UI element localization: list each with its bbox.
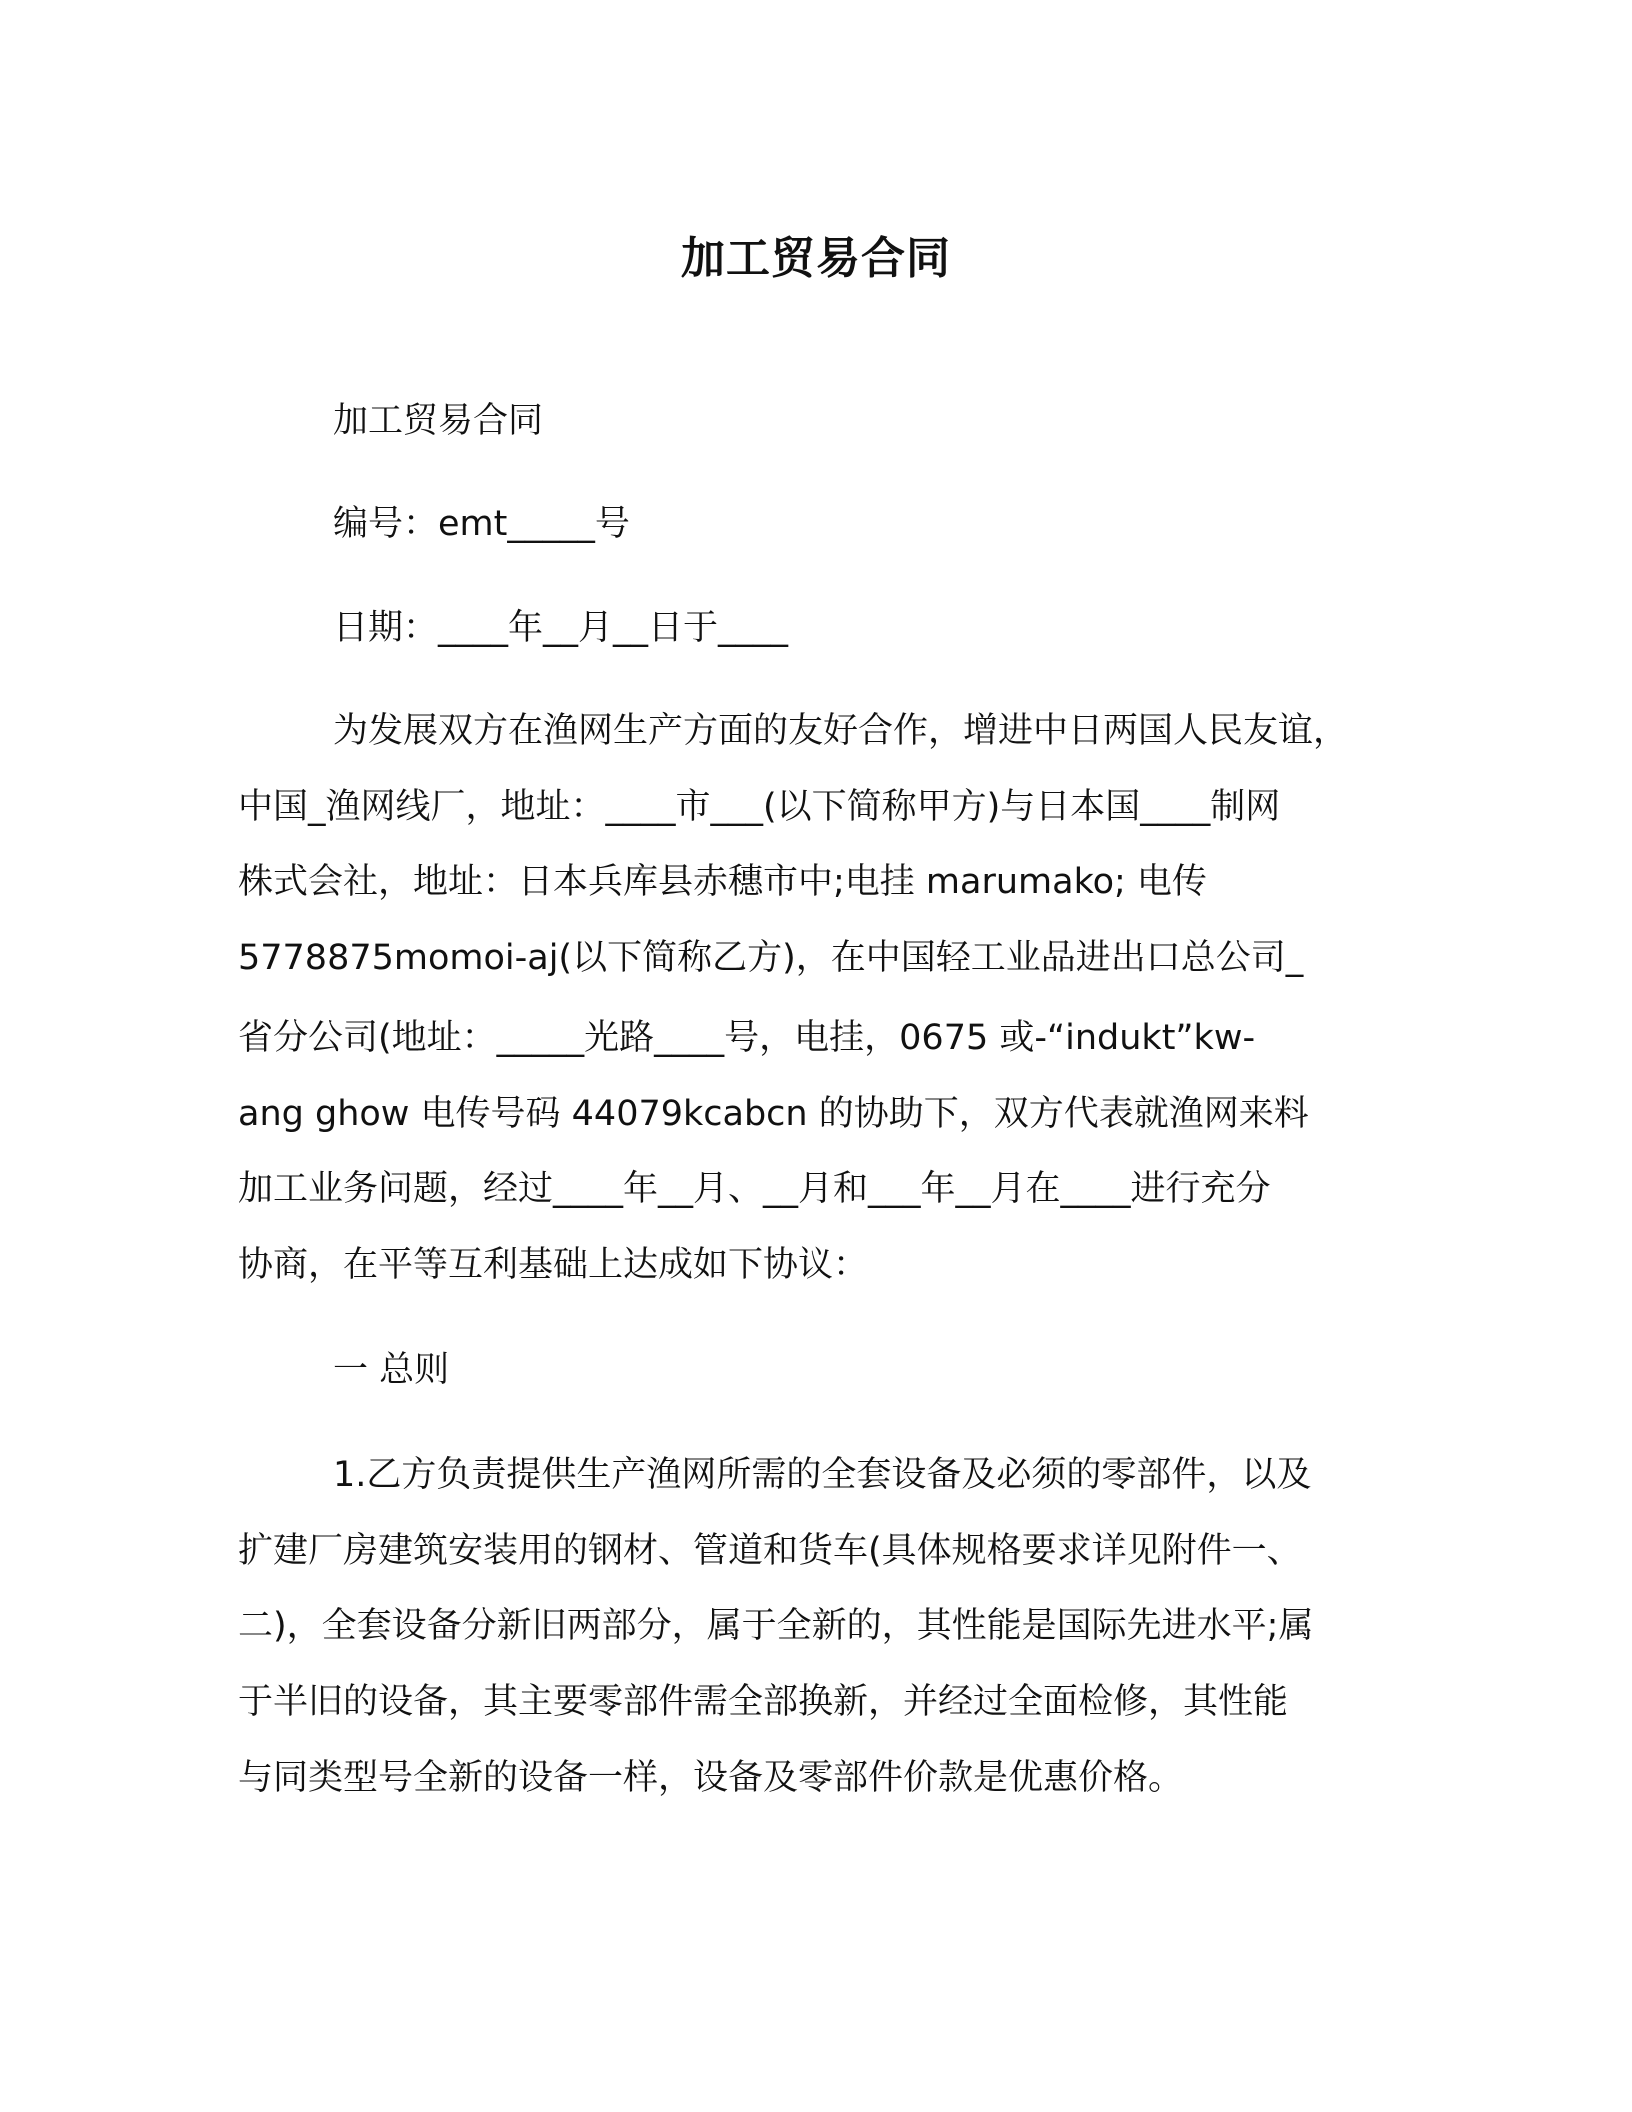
preamble-line: 株式会社，地址：日本兵库县赤穗市中;电挂 marumako; 电传 — [238, 862, 1207, 902]
clause-line: 于半旧的设备，其主要零部件需全部换新，并经过全面检修，其性能 — [238, 1682, 1289, 1722]
contract-number-line: 编号：emt_____号 — [333, 504, 630, 544]
preamble-line: 协商，在平等互利基础上达成如下协议： — [238, 1245, 869, 1285]
contract-date-line: 日期：____年__月__日于____ — [333, 608, 789, 648]
preamble-line: 中国_渔网线厂，地址：____市___(以下简称甲方)与日本国____制网 — [238, 787, 1281, 827]
preamble-line: ang ghow 电传号码 44079kcabcn 的协助下，双方代表就渔网来料 — [238, 1094, 1309, 1134]
clause-line: 扩建厂房建筑安装用的钢材、管道和货车(具体规格要求详见附件一、 — [238, 1531, 1302, 1571]
clause-line: 1.乙方负责提供生产渔网所需的全套设备及必须的零部件，以及 — [333, 1455, 1312, 1495]
preamble-line: 5778875momoi-aj(以下简称乙方)，在中国轻工业品进出口总公司_ — [238, 938, 1304, 978]
section-heading: 一 总则 — [333, 1350, 450, 1390]
preamble-line: 加工业务问题，经过____年__月、__月和___年__月在____进行充分 — [238, 1169, 1271, 1209]
document-title: 加工贸易合同 — [681, 233, 951, 284]
clause-line: 与同类型号全新的设备一样，设备及零部件价款是优惠价格。 — [238, 1758, 1184, 1798]
document-subtitle: 加工贸易合同 — [333, 401, 544, 441]
clause-line: 二)，全套设备分新旧两部分，属于全新的，其性能是国际先进水平;属 — [238, 1606, 1314, 1646]
preamble-line: 为发展双方在渔网生产方面的友好合作，增进中日两国人民友谊， — [333, 711, 1349, 751]
preamble-line: 省分公司(地址：_____光路____号，电挂，0675 或-“indukt”kw- — [238, 1018, 1256, 1058]
